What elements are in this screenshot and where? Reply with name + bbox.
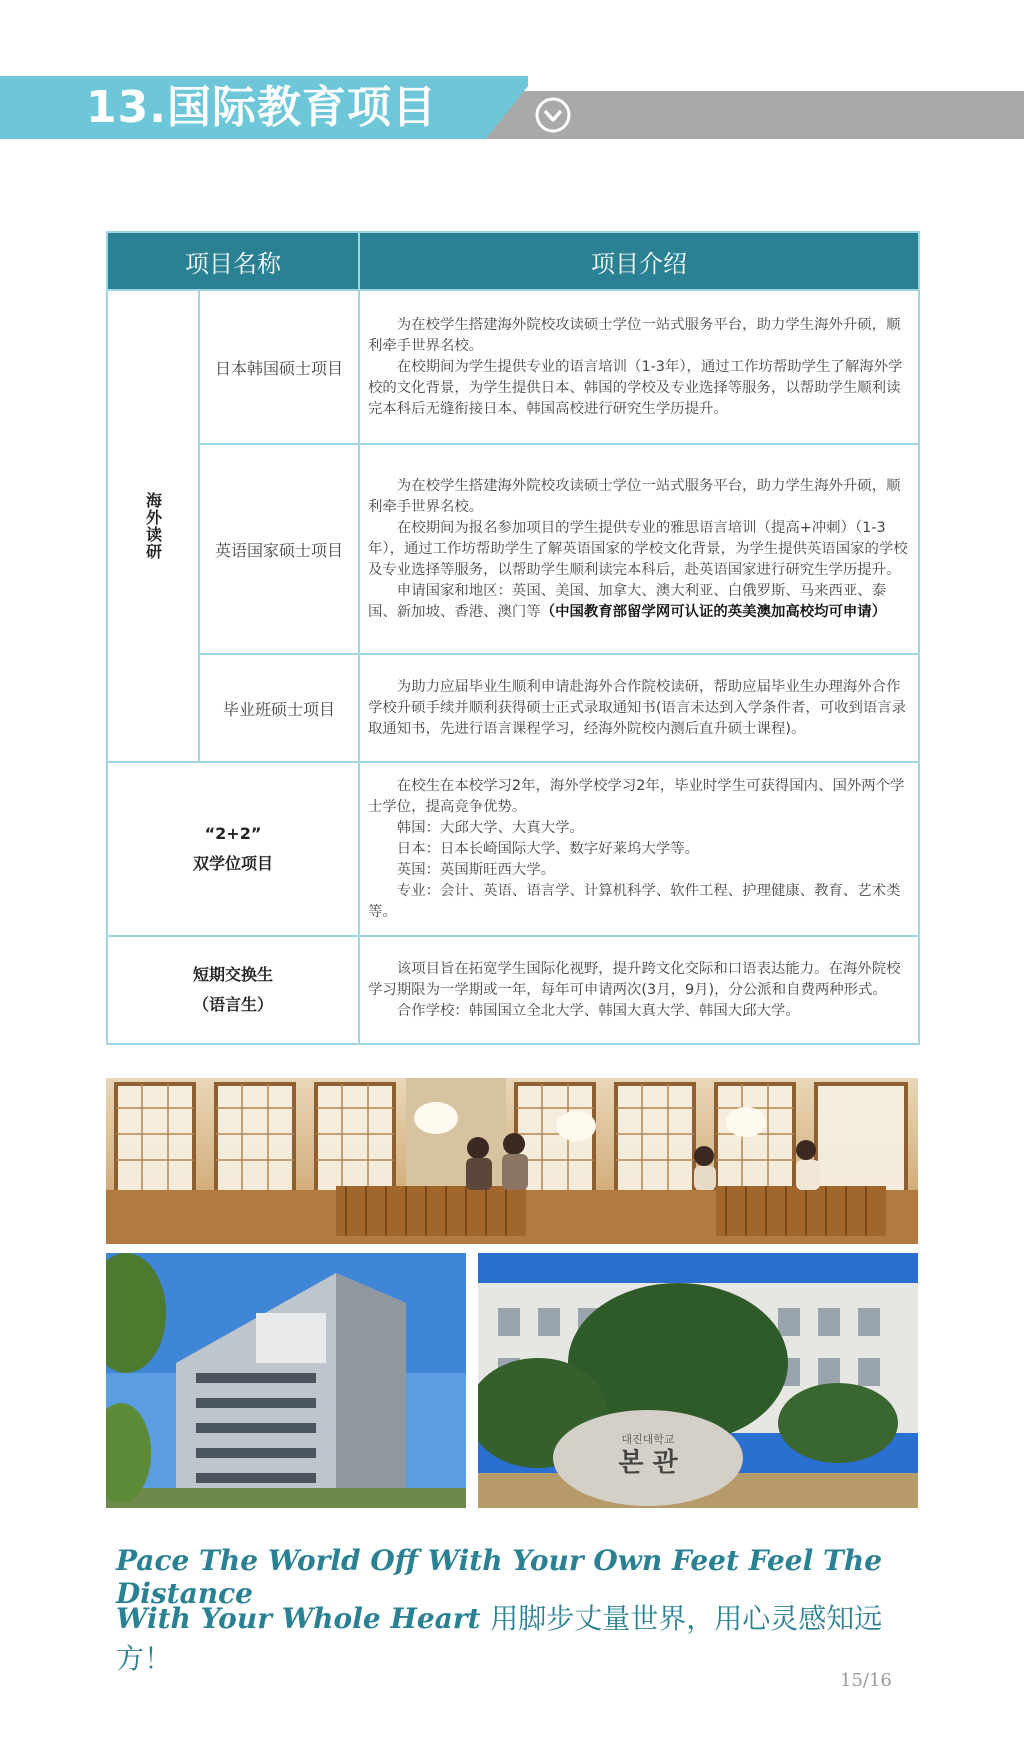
- desc-paragraph: 为在校学生搭建海外院校攻读硕士学位一站式服务平台，助力学生海外升硕，顺利牵手世界名校。: [368, 316, 901, 354]
- double-degree-title-line1: “2+2”: [204, 824, 262, 843]
- desc-paragraph: 专业：会计、英语、语言学、计算机科学、软件工程、护理健康、教育、艺术类等。: [368, 882, 901, 920]
- header-project-name: 项目名称: [107, 232, 359, 290]
- desc-paragraph: 为在校学生搭建海外院校攻读硕士学位一站式服务平台，助力学生海外升硕，顺利牵手世界名校。: [368, 477, 901, 515]
- slogan-line2-en: With Your Whole Heart: [116, 1602, 481, 1635]
- program-description: [359, 936, 919, 1044]
- desc-paragraph: 在校期间为报名参加项目的学生提供专业的雅思语言培训（提高+冲刺）（1-3年），通过工作坊帮助学生了解英语国家的学校文化背景，为学生提供英语国家的学校及专业选择等服务，以帮助学生顺利读完本科后，赴英语国家进行研究生学历提升。: [368, 519, 908, 578]
- table-header-row: [107, 232, 919, 290]
- table-row: [107, 444, 919, 654]
- program-name: 英语国家硕士项目: [199, 444, 359, 654]
- table-row: [107, 290, 919, 444]
- table-row: [107, 762, 919, 936]
- program-description: [359, 444, 919, 654]
- page-number: 15/16: [840, 1670, 892, 1691]
- desc-paragraph: 合作学校：韩国国立全北大学、韩国大真大学、韩国大邱大学。: [396, 1002, 800, 1019]
- desc-paragraph: 日本：日本长崎国际大学、数字好莱坞大学等。: [396, 840, 700, 857]
- page-title: 13.国际教育项目: [86, 82, 437, 133]
- program-description: [359, 654, 919, 762]
- group-overseas-cell: [107, 290, 199, 762]
- program-name: 日本韩国硕士项目: [199, 290, 359, 444]
- exchange-title-line2: （语言生）: [192, 995, 273, 1014]
- program-name: 毕业班硕士项目: [199, 654, 359, 762]
- slogan-line1: Pace The World Off With Your Own Feet Feel The Distance: [116, 1544, 883, 1610]
- desc-paragraph: 在校生在本校学习2年，海外学校学习2年，毕业时学生可获得国内、国外两个学士学位，提高竞争优势。: [368, 777, 905, 815]
- program-table: [106, 231, 920, 1045]
- program-name-exchange: [107, 936, 359, 1044]
- desc-paragraph: 在校期间为学生提供专业的语言培训（1-3年），通过工作坊帮助学生了解海外学校的文化背景，为学生提供日本、韩国的学校及专业选择等服务，以帮助学生顺利读完本科后无缝衔接日本、韩国高校进行研究生学历提升。: [368, 358, 903, 417]
- program-description: [359, 290, 919, 444]
- library-photo: [106, 1078, 918, 1244]
- regions-text: 申请国家和地区：英国、美国、加拿大、澳大利亚、白俄罗斯、马来西亚、泰国、新加坡、香港、澳门等: [368, 582, 887, 620]
- slogan-line2-cn: 用脚步丈量世界，用心灵感知远方！: [116, 1602, 883, 1675]
- desc-paragraph: 为助力应届毕业生顺利申请赴海外合作院校读研，帮助应届毕业生办理海外合作学校升硕手续并顺利获得硕士正式录取通知书(语言未达到入学条件者，可收到语言录取通知书，先进行语言课程学习，经海外院校内测后直升硕士课程)。: [368, 678, 907, 737]
- group-overseas-label: 海外读研: [143, 492, 163, 560]
- main-building-photo: [478, 1253, 918, 1508]
- stone-text-big: 본 관: [618, 1448, 678, 1478]
- desc-paragraph: 该项目旨在拓宽学生国际化视野，提升跨文化交际和口语表达能力。在海外院校学习期限为一学期或一年，每年可申请两次(3月，9月)，分公派和自费两种形式。: [368, 960, 901, 998]
- regions-note: （中国教育部留学网可认证的英美澳加高校均可申请）: [540, 603, 887, 620]
- table-row: [107, 936, 919, 1044]
- program-name-double-degree: [107, 762, 359, 936]
- program-description: [359, 762, 919, 936]
- header-gray-band: [440, 91, 1024, 139]
- table-row: [107, 654, 919, 762]
- chevron-down-circle-icon: [534, 96, 572, 134]
- desc-paragraph: 英国：英国斯旺西大学。: [396, 861, 556, 878]
- desc-paragraph-regions: [368, 581, 910, 623]
- exchange-title-line1: 短期交换生: [192, 965, 273, 984]
- header-project-intro: 项目介绍: [359, 232, 919, 290]
- double-degree-title-line2: 双学位项目: [192, 854, 273, 873]
- modern-building-photo: [106, 1253, 466, 1508]
- stone-text-small: 대진대학교: [621, 1433, 675, 1446]
- slogan-line2: [116, 1597, 916, 1677]
- desc-paragraph: 韩国：大邱大学、大真大学。: [396, 819, 584, 836]
